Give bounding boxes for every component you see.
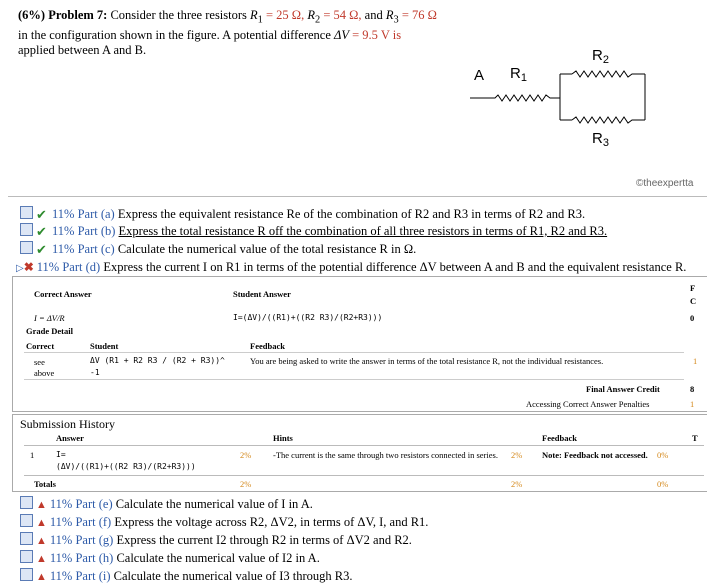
part-c-pct: 11% <box>52 242 75 256</box>
part-h-label[interactable]: Part (h) <box>75 551 114 565</box>
history-title: Submission History <box>20 417 116 431</box>
gd-student-value2: -1 <box>90 368 100 377</box>
part-a-row[interactable] <box>20 206 585 222</box>
r1-resistor <box>470 95 560 101</box>
check-icon: ✔ <box>36 207 47 222</box>
correct-answer-header: Correct Answer <box>34 289 92 299</box>
part-b-label[interactable]: Part (b) <box>77 224 116 238</box>
divider <box>24 445 704 446</box>
check-icon: ✔ <box>36 224 47 239</box>
gd-right-value: 1 <box>693 356 698 366</box>
expand-icon[interactable] <box>20 496 33 509</box>
gd-student: Student <box>90 341 119 351</box>
part-e-label[interactable]: Part (e) <box>75 497 113 511</box>
wrong-icon: ✖ <box>23 260 34 274</box>
gd-student-value: ΔV (R1 + R2 R3 / (R2 + R3))^ <box>90 356 225 365</box>
check-icon: ✔ <box>36 242 47 257</box>
part-b-pct: 11% <box>52 224 75 238</box>
warning-icon: ▲ <box>36 571 47 583</box>
part-d-label[interactable]: Part (d) <box>62 260 101 274</box>
copyright-text: ©theexpertta <box>636 178 694 189</box>
penalties-value: 1 <box>690 399 695 409</box>
history-row-num: 1 <box>30 450 35 460</box>
expand-icon[interactable] <box>20 223 33 236</box>
part-f-text: Express the voltage across R2, ΔV2, in terms of ΔV, I, and R1. <box>114 515 429 529</box>
col-f: F <box>690 283 696 293</box>
expand-icon[interactable] <box>20 514 33 527</box>
r2-resistor <box>572 71 645 77</box>
penalties-label: Accessing Correct Answer Penalties <box>526 399 650 409</box>
r1-value: = 25 Ω, <box>266 8 305 22</box>
part-f-pct: 11% <box>49 515 73 529</box>
expand-icon[interactable] <box>20 241 33 254</box>
gd-feedback: Feedback <box>250 341 285 351</box>
r2-value: = 54 Ω, <box>323 8 362 22</box>
r3-resistor <box>572 117 645 123</box>
part-b-text: Express the total resistance R off the combination of all three resistors in terms of R1, R2 and R3. <box>118 224 608 238</box>
part-b-row[interactable] <box>20 223 607 239</box>
part-c-row[interactable] <box>20 241 416 257</box>
part-g-pct: 11% <box>49 533 73 547</box>
part-i-row[interactable] <box>20 568 352 585</box>
part-h-text: Calculate the numerical value of I2 in A. <box>116 551 320 565</box>
part-e-row[interactable] <box>20 496 313 513</box>
label-r2: $R_2$ <box>592 47 609 66</box>
history-total-1: 2% <box>240 479 252 489</box>
dv-value: = 9.5 V is <box>352 28 402 42</box>
problem-text: Consider the three resistors <box>110 8 247 22</box>
history-totals: Totals <box>34 479 56 489</box>
divider <box>24 352 684 353</box>
grade-detail-header: Grade Detail <box>26 326 73 336</box>
label-r1: $R_1$ <box>510 65 527 84</box>
history-answer-2: (ΔV)/((R1)+((R2 R3)/(R2+R3))) <box>56 462 196 471</box>
part-d-pct: 11% <box>36 260 60 274</box>
label-a: A <box>474 67 485 84</box>
part-h-pct: 11% <box>49 551 73 565</box>
final-credit-label: Final Answer Credit <box>586 384 660 394</box>
col-c: C <box>690 296 697 306</box>
history-hint: -The current is the same through two resistors connected in series. <box>273 450 498 460</box>
history-col-t: T <box>692 433 698 443</box>
part-e-pct: 11% <box>49 497 73 511</box>
part-c-text: Calculate the numerical value of the total resistance R in Ω. <box>117 242 417 256</box>
part-i-text: Calculate the numerical value of I3 through R3. <box>113 569 353 583</box>
student-value: I=(ΔV)/((R1)+((R2 R3)/(R2+R3))) <box>233 313 383 322</box>
divider <box>24 379 684 380</box>
warning-icon: ▲ <box>36 535 47 547</box>
collapse-arrow-icon[interactable]: ▷ <box>16 263 24 274</box>
part-i-label[interactable]: Part (i) <box>75 569 111 583</box>
history-answer-1: I= <box>56 450 66 459</box>
problem-line3: applied between A and B. <box>18 42 147 57</box>
history-total-3: 0% <box>657 479 669 489</box>
part-d-text: Express the current I on R1 in terms of the potential difference ΔV between A and B and the equivalent resistance R. <box>103 260 687 274</box>
part-i-pct: 11% <box>49 569 73 583</box>
part-g-row[interactable] <box>20 532 412 549</box>
history-pct-1: 2% <box>240 450 252 460</box>
final-credit-value: 8 <box>690 384 695 394</box>
history-col-feedback: Feedback <box>542 433 577 443</box>
divider <box>24 475 704 476</box>
circuit-figure <box>460 40 707 190</box>
gd-see: see <box>34 357 45 367</box>
delta-v: ΔV <box>334 28 349 42</box>
warning-icon: ▲ <box>36 517 47 529</box>
expand-icon[interactable] <box>20 206 33 219</box>
warning-icon: ▲ <box>36 553 47 565</box>
history-feedback: Note: Feedback not accessed. <box>542 450 648 460</box>
expand-icon[interactable] <box>20 550 33 563</box>
part-a-pct: 11% <box>52 207 75 221</box>
part-g-text: Express the current I2 through R2 in terms of ΔV2 and R2. <box>116 533 412 547</box>
history-col-hints: Hints <box>273 433 293 443</box>
gd-above: above <box>34 368 55 378</box>
part-d-row[interactable] <box>16 259 686 277</box>
history-pct-3: 0% <box>657 450 669 460</box>
part-a-text: Express the equivalent resistance Re of the combination of R2 and R3 in terms of R2 and R3. <box>117 207 586 221</box>
history-col-answer: Answer <box>56 433 84 443</box>
and-text: and <box>364 8 383 22</box>
problem-line2: in the configuration shown in the figure. A potential difference <box>18 28 331 42</box>
part-g-label[interactable]: Part (g) <box>75 533 114 547</box>
history-total-2: 2% <box>511 479 523 489</box>
problem-header: (6%) Problem 7: <box>18 8 108 22</box>
part-c-label[interactable]: Part (c) <box>77 242 115 256</box>
correct-value: I = ΔV/R <box>34 313 65 323</box>
problem-statement: (6%) Problem 7: Consider the three resistors $R_1 = 25$ Ω, $R_2 = 54$ Ω, and $R_3 = 76$ Ω in the configuration shown in the figure. A potential difference ΔV = 9.5 V is applied between A and B. <box>18 8 437 57</box>
part-f-label[interactable]: Part (f) <box>75 515 112 529</box>
part-h-row[interactable] <box>20 550 320 567</box>
r3-value: = 76 Ω <box>401 8 437 22</box>
gd-correct: Correct <box>26 341 55 351</box>
warning-icon: ▲ <box>36 499 47 511</box>
col-zero: 0 <box>690 313 695 323</box>
history-pct-2: 2% <box>511 450 523 460</box>
part-a-label[interactable]: Part (a) <box>77 207 115 221</box>
part-e-text: Calculate the numerical value of I in A. <box>115 497 313 511</box>
expand-icon[interactable] <box>20 532 33 545</box>
student-answer-header: Student Answer <box>233 289 291 299</box>
label-r3: $R_3$ <box>592 130 609 149</box>
gd-feedback-text: You are being asked to write the answer in terms of the total resistance R, not the individual resistances. <box>250 356 604 366</box>
part-f-row[interactable] <box>20 514 428 531</box>
expand-icon[interactable] <box>20 568 33 581</box>
divider <box>8 196 707 197</box>
